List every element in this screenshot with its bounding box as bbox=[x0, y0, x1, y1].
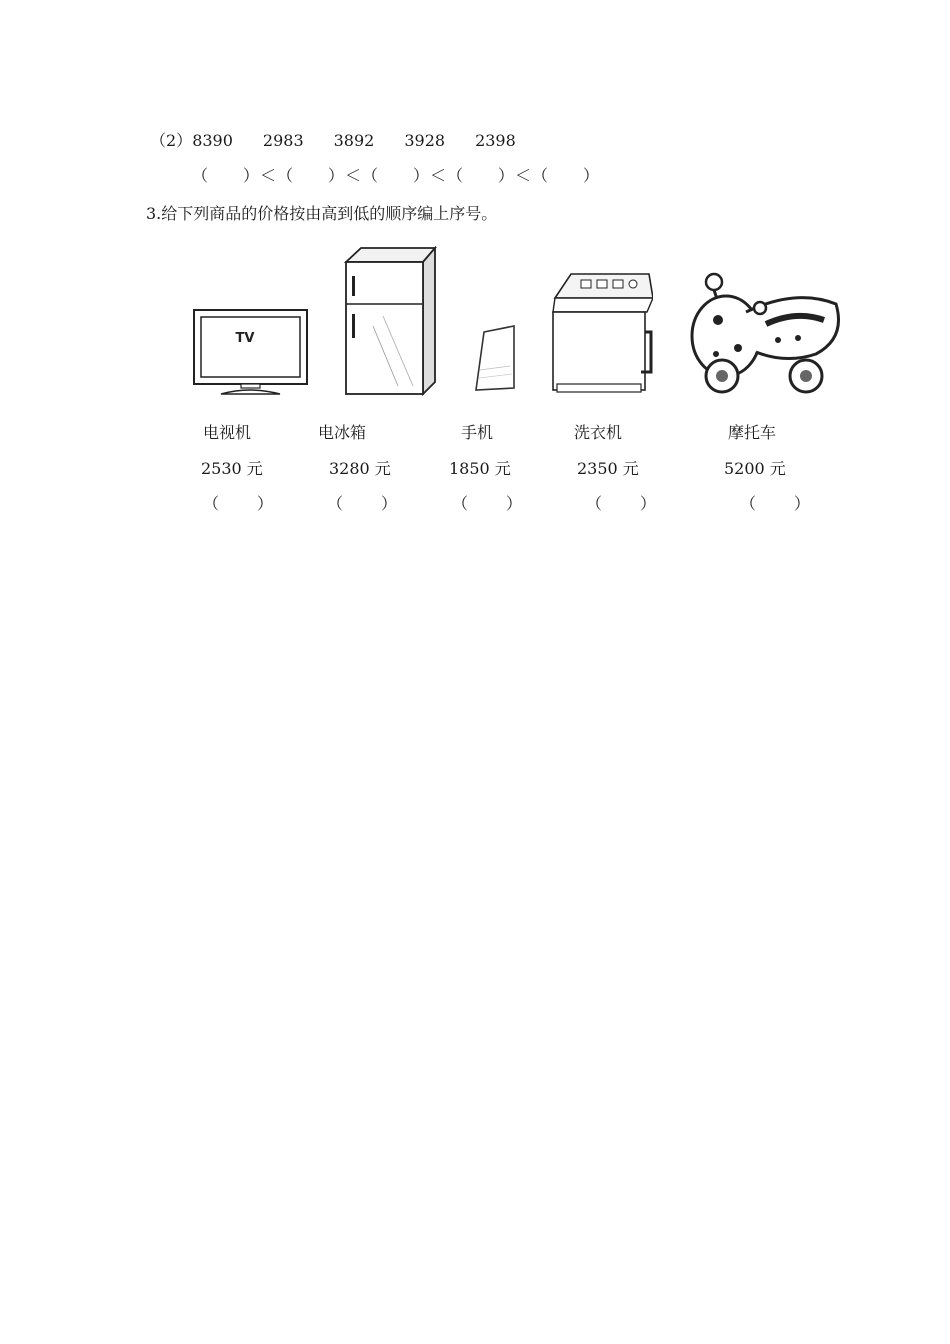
question-2-numbers bbox=[150, 128, 546, 151]
item-price-motorcycle: 5200 元 bbox=[724, 459, 786, 478]
item-price-tv: 2530 元 bbox=[201, 459, 263, 478]
item-name-tv: 电视机 bbox=[203, 423, 252, 442]
question-3-title: 3.给下列商品的价格按由高到低的顺序编上序号。 bbox=[146, 204, 498, 223]
item-rank-blank-washer[interactable]: （ ） bbox=[586, 494, 659, 513]
item-name-washer: 洗衣机 bbox=[574, 423, 623, 442]
item-rank-blank-tv[interactable]: （ ） bbox=[203, 494, 276, 513]
item-name-phone: 手机 bbox=[461, 423, 494, 442]
washing-machine-icon bbox=[551, 272, 653, 394]
item-price-fridge: 3280 元 bbox=[329, 459, 391, 478]
number-5: 2398 bbox=[475, 131, 516, 150]
item-rank-blank-phone[interactable]: （ ） bbox=[452, 494, 525, 513]
item-price-washer: 2350 元 bbox=[577, 459, 639, 478]
fridge-icon bbox=[343, 246, 437, 396]
number-1: 8390 bbox=[192, 131, 233, 150]
item-rank-blank-fridge[interactable]: （ ） bbox=[327, 494, 400, 513]
question-2-label: （2） bbox=[150, 131, 193, 150]
number-2: 2983 bbox=[262, 131, 304, 150]
tv-icon bbox=[193, 308, 308, 396]
phone-icon bbox=[470, 320, 518, 392]
motorcycle-icon bbox=[686, 268, 846, 396]
item-rank-blank-motorcycle[interactable]: （ ） bbox=[740, 494, 813, 513]
item-price-phone: 1850 元 bbox=[449, 459, 511, 478]
number-4: 3928 bbox=[404, 131, 446, 150]
question-2-answer-blanks[interactable]: （ ）＜（ ）＜（ ）＜（ ）＜（ ） bbox=[192, 166, 601, 185]
tv-screen-label: TV bbox=[235, 331, 255, 346]
number-3: 3892 bbox=[333, 131, 375, 150]
item-name-motorcycle: 摩托车 bbox=[728, 423, 777, 442]
item-name-fridge: 电冰箱 bbox=[318, 423, 367, 442]
